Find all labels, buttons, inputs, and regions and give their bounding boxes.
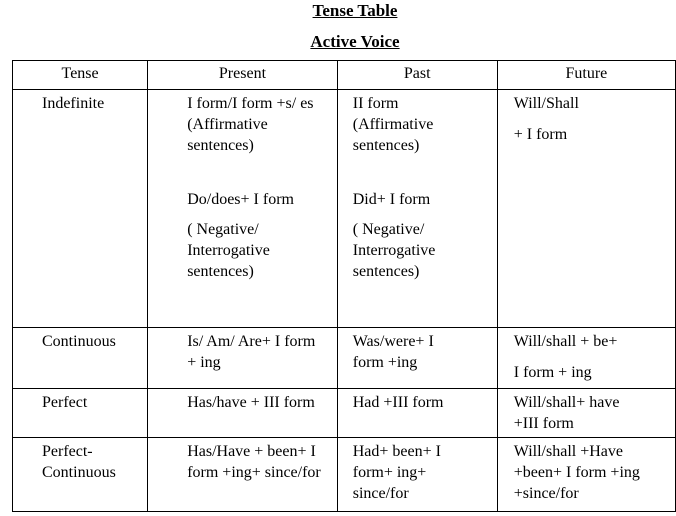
tense-cell — [13, 438, 148, 512]
cell-line: form +ing+ since/for — [187, 464, 321, 481]
future-cell — [497, 438, 675, 512]
tense-cell — [13, 90, 148, 328]
present-cell — [148, 438, 338, 512]
tense-label: Perfect — [42, 394, 88, 411]
cell-line: Will/shall +Have — [513, 443, 623, 460]
cell-line: (Affirmative — [187, 116, 268, 133]
tense-cell — [13, 328, 148, 389]
cell-line: Has/have + III form — [187, 394, 315, 411]
table-title: Tense Table — [312, 1, 398, 20]
cell-line: ( Negative/ — [352, 221, 425, 238]
tense-label-line: Continuous — [42, 464, 116, 481]
present-cell — [148, 389, 338, 438]
cell-line: form+ ing+ — [352, 464, 427, 481]
future-cell — [497, 389, 675, 438]
cell-line: ( Negative/ — [187, 221, 259, 238]
header-future: Future — [497, 61, 675, 90]
cell-line: Is/ Am/ Are+ I form — [187, 333, 316, 350]
cell-line: Interrogative — [187, 242, 270, 259]
cell-line: +III form — [513, 415, 574, 432]
cell-line: form +ing — [352, 354, 418, 371]
cell-line: Will/shall + be+ — [513, 333, 618, 350]
cell-line: Will/Shall — [513, 95, 579, 112]
cell-line: + ing — [187, 354, 221, 371]
table-row — [13, 90, 676, 328]
cell-line: Will/shall+ have — [513, 394, 620, 411]
header-present: Present — [148, 61, 338, 90]
past-cell — [337, 90, 497, 328]
cell-line: Did+ I form — [352, 191, 431, 208]
cell-line: Had+ been+ I — [352, 443, 441, 460]
cell-line: Had +III form — [352, 394, 444, 411]
present-cell — [148, 328, 338, 389]
cell-line: + I form — [513, 126, 568, 143]
table-row — [13, 328, 676, 389]
cell-line: I form + ing — [513, 364, 592, 381]
cell-line: sentences) — [187, 263, 254, 280]
cell-line: I form/I form +s/ es — [187, 95, 314, 112]
cell-line: Interrogative — [352, 242, 436, 259]
cell-line: II form — [352, 95, 399, 112]
cell-line: sentences) — [187, 137, 254, 154]
past-cell — [337, 328, 497, 389]
cell-line: sentences) — [352, 263, 420, 280]
tense-label: Indefinite — [42, 95, 105, 112]
present-cell — [148, 90, 338, 328]
cell-line: since/for — [352, 485, 409, 502]
cell-line: Do/does+ I form — [187, 191, 294, 208]
future-cell — [497, 328, 675, 389]
table-row — [13, 389, 676, 438]
future-cell — [497, 90, 675, 328]
cell-line: sentences) — [352, 137, 420, 154]
cell-line: Was/were+ I — [352, 333, 434, 350]
tense-label-line: Perfect- — [42, 443, 93, 460]
cell-line: Has/Have + been+ I — [187, 443, 316, 460]
tense-table — [12, 60, 676, 512]
tense-label: Continuous — [42, 333, 116, 350]
cell-line: +been+ I form +ing — [513, 464, 640, 481]
tense-cell — [13, 389, 148, 438]
header-row — [13, 61, 676, 90]
header-tense: Tense — [13, 61, 148, 90]
table-subtitle: Active Voice — [310, 32, 400, 51]
past-cell — [337, 389, 497, 438]
cell-line: +since/for — [513, 485, 579, 502]
header-past: Past — [337, 61, 497, 90]
cell-line: (Affirmative — [352, 116, 434, 133]
table-row — [13, 438, 676, 512]
past-cell — [337, 438, 497, 512]
